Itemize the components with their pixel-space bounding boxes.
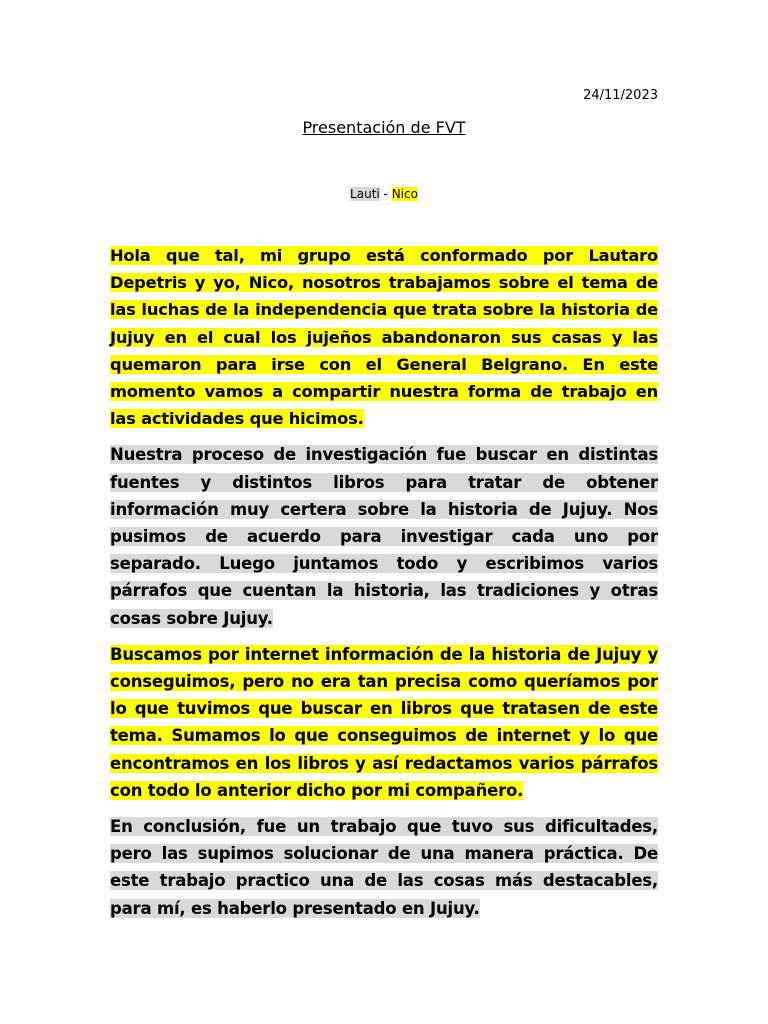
paragraph-research-process [110,441,658,631]
document-date: 24/11/2023 [583,88,658,103]
paragraph-research-process-text: Nuestra proceso de investigación fue buscar en distintas fuentes y distintos libros para tratar de obtener información muy certera sobre la historia de Jujuy. Nos pusimos de acuerdo para investigar cada uno por separado. Luego juntamos todo y escribimos varios párrafos que cuentan la historia, las tradiciones y otras cosas sobre Jujuy. [110,445,658,628]
paragraph-sources [110,641,658,804]
document-title-line [0,117,768,139]
paragraph-sources-text: Buscamos por internet información de la historia de Jujuy y conseguimos, pero no era tan precisa como queríamos por lo que tuvimos que buscar en libros que tratasen de este tema. Sumamos lo que conseguimos de internet y lo que encontramos en los libros y así redactamos varios párrafos con todo lo anterior dicho por mi compañero. [110,644,658,800]
author-first: Lauti [350,187,380,201]
author-second: Nico [391,187,418,201]
document-body [110,242,658,931]
paragraph-introduction-text: Hola que tal, mi grupo está conformado por Lautaro Depetris y yo, Nico, nosotros trabajamos sobre el tema de las luchas de la independencia que trata sobre la historia de Jujuy en el cual los jujeños abandonaron sus casas y las quemaron para irse con el General Belgrano. En este momento vamos a compartir nuestra forma de trabajo en las actividades que hicimos. [110,246,658,429]
authors-line [0,186,768,203]
paragraph-conclusion-text: En conclusión, fue un trabajo que tuvo sus dificultades, pero las supimos solucionar de una manera práctica. De este trabajo practico una de las cosas más destacables, para mí, es haberlo presentado en Jujuy. [110,817,658,918]
paragraph-conclusion [110,813,658,922]
document-title: Presentación de FVT [302,118,466,137]
paragraph-introduction [110,242,658,432]
author-separator: - [379,187,392,201]
